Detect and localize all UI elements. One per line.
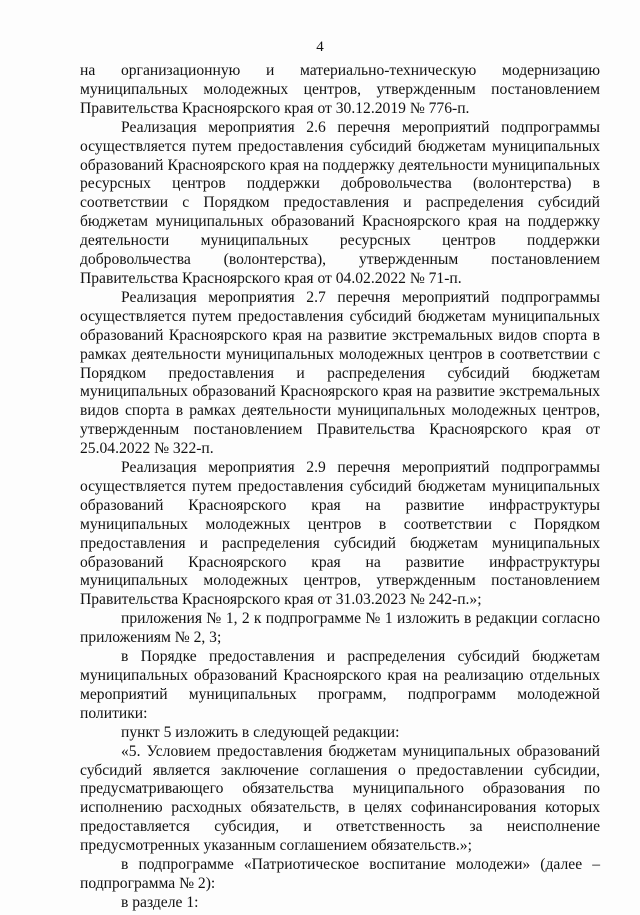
paragraph-section-1: в разделе 1: <box>121 893 199 911</box>
page-number: 4 <box>316 39 324 55</box>
paragraph-item-5-intro: пункт 5 изложить в следующей редакции: <box>121 723 400 741</box>
paragraph-procedure: в Порядке предоставления и распределения субсидий бюджетам муниципальных образований Красноярского края на реализацию отдельных мероприятий муниципальных программ, подпрограмм молодежной политики: <box>80 648 600 722</box>
paragraph-measure-2-7: Реализация мероприятия 2.7 перечня мероприятий подпрограммы осуществляется путем предоставления субсидий бюджетам муниципальных образований Красноярского края на развитие экстремальных видов спорта в рамках деятельности муниципальных молодежных центров в соответствии с Порядком предоставления и распределения субсидий бюджетам муниципальных образований Красноярского края на развитие экстремальных видов спорта в рамках деятельности муниципальных молодежных центров, утвержденным постановлением Правительства Красноярского края от 25.04.2022 № 322-п. <box>80 288 600 458</box>
paragraph-appendices: приложения № 1, 2 к подпрограмме № 1 изложить в редакции согласно приложениям № 2, 3; <box>80 610 600 647</box>
document-body <box>80 62 600 913</box>
paragraph-subprogram-2: в подпрограмме «Патриотическое воспитание молодежи» (далее – подпрограмма № 2): <box>80 856 600 892</box>
paragraph-item-5-text: «5. Условием предоставления бюджетам муниципальных образований субсидий является заключение соглашения о предоставлении субсидии, предусматривающего обязательства муниципального образования по исполнению расходных обязательств, в целях софинансирования которых предоставляется субсидия, и ответственность за неисполнение предусмотренных указанным соглашением обязательств.»; <box>80 742 600 855</box>
paragraph-measure-2-6: Реализация мероприятия 2.6 перечня мероприятий подпрограммы осуществляется путем предоставления субсидий бюджетам муниципальных образований Красноярского края на поддержку деятельности муниципальных ресурсных центров поддержки добровольчества (волонтерства) в соответствии с Порядком предоставления и распределения субсидий бюджетам муниципальных образований Красноярского края на поддержку деятельности муниципальных ресурсных центров поддержки добровольчества (волонтерства), утвержденным постановлением Правительства Красноярского края от 04.02.2022 № 71-п. <box>80 118 600 287</box>
paragraph-measure-2-9: Реализация мероприятия 2.9 перечня мероприятий подпрограммы осуществляется путем предоставления субсидий бюджетам муниципальных образований Красноярского края на развитие инфраструктуры муниципальных молодежных центров в соответствии с Порядком предоставления и распределения субсидий бюджетам муниципальных образований Красноярского края на развитие инфраструктуры муниципальных молодежных центров, утвержденным постановлением Правительства Красноярского края от 31.03.2023 № 242-п.»; <box>80 459 600 609</box>
paragraph-continuation: на организационную и материально-техническую модернизацию муниципальных молодежных центров, утвержденным постановлением Правительства Красноярского края от 30.12.2019 № 776-п. <box>80 62 600 117</box>
